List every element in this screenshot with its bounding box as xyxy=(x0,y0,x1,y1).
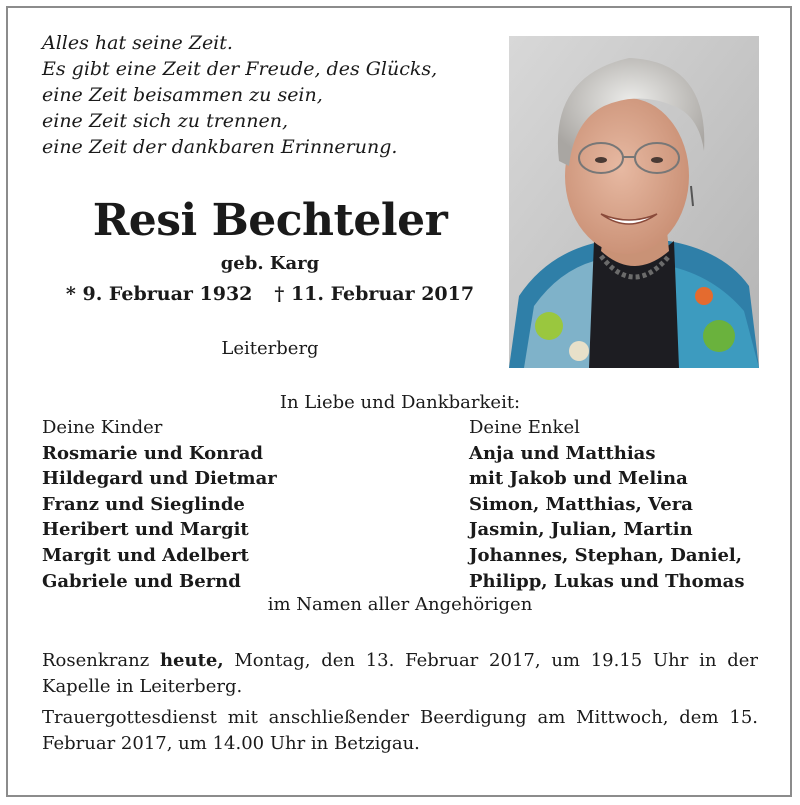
verse xyxy=(42,30,437,160)
children-heading: Deine Kinder xyxy=(42,417,163,438)
closing-phrase: In Liebe und Dankbarkeit: xyxy=(279,392,521,413)
portrait-photo xyxy=(509,36,759,368)
rosary-notice xyxy=(42,648,758,700)
list-item: Margit und Adelbert xyxy=(42,544,249,566)
verse-line: eine Zeit sich zu trennen, xyxy=(42,110,289,132)
list-item: Philipp, Lukas und Thomas xyxy=(469,570,745,592)
list-item: Johannes, Stephan, Daniel, xyxy=(469,544,743,566)
birth-name: geb. Karg xyxy=(220,253,320,274)
life-dates xyxy=(50,283,490,305)
birth-date: * 9. Februar 1932 xyxy=(65,283,253,305)
funeral-notice: Trauergottesdienst mit anschließender Beerdigung am Mittwoch, dem 15. Februar 2017, um 14.00 Uhr in Betzigau. xyxy=(42,707,758,754)
list-item: Hildegard und Dietmar xyxy=(42,468,277,490)
list-item: Jasmin, Julian, Martin xyxy=(469,519,693,541)
death-date: † 11. Februar 2017 xyxy=(274,283,475,305)
grandchildren-list xyxy=(469,415,744,594)
rosary-prefix: Rosenkranz xyxy=(42,650,160,671)
list-item: Heribert und Margit xyxy=(42,519,249,541)
verse-line: eine Zeit beisammen zu sein, xyxy=(42,84,323,106)
rosary-today: heute, xyxy=(159,650,224,671)
list-item: Simon, Matthias, Vera xyxy=(469,493,693,515)
list-item: Rosmarie und Konrad xyxy=(42,442,263,464)
relatives-note: im Namen aller Angehörigen xyxy=(267,594,533,615)
list-item: mit Jakob und Melina xyxy=(469,468,688,490)
children-list xyxy=(42,415,277,594)
verse-line: Es gibt eine Zeit der Freude, des Glücks, xyxy=(42,58,438,80)
verse-line: eine Zeit der dankbaren Erinnerung. xyxy=(42,136,398,158)
list-item: Franz und Sieglinde xyxy=(42,493,245,515)
deceased-name: Resi Bechteler xyxy=(92,195,448,246)
grandchildren-heading: Deine Enkel xyxy=(469,417,580,438)
rosary-text: Montag, den 13. Februar 2017, um 19.15 Uhr in der Kapelle in Leiterberg. xyxy=(42,650,758,697)
list-item: Anja und Matthias xyxy=(469,442,656,464)
portrait-illustration xyxy=(509,36,759,368)
residence-place: Leiterberg xyxy=(221,338,319,359)
verse-line: Alles hat seine Zeit. xyxy=(42,32,233,54)
list-item: Gabriele und Bernd xyxy=(42,570,241,592)
